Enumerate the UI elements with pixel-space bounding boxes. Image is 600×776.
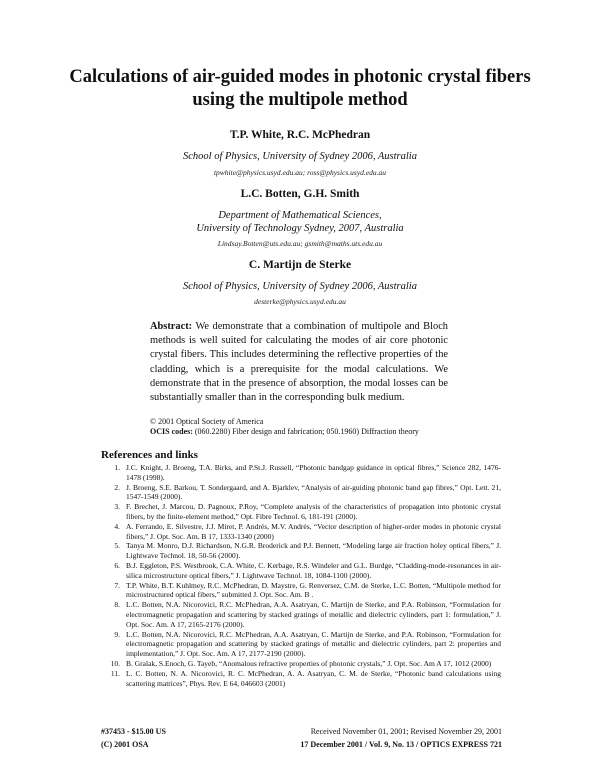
reference-item: [101, 600, 501, 629]
affiliation-3: School of Physics, University of Sydney 2006, Australia: [183, 281, 417, 292]
paper-title: Calculations of air-guided modes in photonic crystal fibers using the multipole method: [69, 67, 531, 110]
reference-number: 10.: [110, 658, 120, 668]
ocis-text: (060.2280) Fiber design and fabrication; 050.1960) Diffraction theory: [194, 427, 419, 436]
reference-item: [101, 541, 501, 561]
footer-received: Received November 01, 2001; Revised November 29, 2001: [310, 727, 502, 736]
reference-item: [101, 561, 501, 581]
abstract: [150, 320, 448, 405]
footer-right: [300, 726, 502, 751]
reference-item: [101, 522, 501, 542]
author-group-2: L.C. Botten, G.H. Smith: [240, 188, 360, 200]
reference-number: 3.: [114, 502, 120, 512]
abstract-text: We demonstrate that a combination of multipole and Bloch methods is well suited for calculating the modes of air core photonic crystal fibers. This includes determining the reflective properties of the cladding, which is a prerequisite for the modal calculations. We demonstrate that in the presence of absorption, the modal losses can be substantially smaller than in the corresponding bulk medium.: [150, 321, 448, 404]
email-1[interactable]: tpwhite@physics.usyd.edu.au; ross@physics.usyd.edu.au: [213, 168, 387, 177]
reference-text: A. Ferrando, E. Silvestre, J.J. Miret, P. Andrés, M.V. Andrés, “Vector description of higher-order modes in photonic crystal fibers,” J. Opt. Soc. Am. B 17, 1333-1340 (2000): [126, 521, 501, 541]
reference-text: J.C. Knight, J. Broeng, T.A. Birks, and P.St.J. Russell, “Photonic bandgap guidance in optical fibres,” Science 282, 1476-1478 (1998).: [126, 463, 501, 482]
reference-text: F. Brechet, J. Marcou, D. Pagnoux, P.Roy, “Complete analysis of the characteristics of propagation into photonic crystal fibers, by the finite-element method,” Opt. Fibre Technol. 6, 181-191 (2000).: [126, 502, 501, 521]
reference-item: [101, 659, 501, 669]
email-2[interactable]: Lindsay.Botten@uts.edu.au; gsmith@maths.uts.edu.au: [217, 239, 383, 248]
reference-text: L.C. Botten, N.A. Nicorovici, R.C. McPhedran, A.A. Asatryan, C. Martijn de Sterke, and P.A. Robinson, “Formulation for electromagnetic propagation and scattering by stacked gratings of metallic and dielectric cylinders, part 1: formulation,” J. Opt. Soc. Am. A 17, 2165-2176 (2000).: [126, 600, 501, 629]
affiliation-2-line2: University of Technology Sydney, 2007, Australia: [196, 223, 404, 234]
email-3[interactable]: desterke@physics.usyd.edu.au: [254, 297, 346, 306]
reference-item: [101, 502, 501, 522]
ocis-label: OCIS codes:: [150, 427, 193, 436]
reference-item: [101, 581, 501, 601]
reference-number: 6.: [114, 560, 120, 570]
author-group-3: C. Martijn de Sterke: [248, 259, 352, 271]
references-list: [101, 463, 501, 688]
reference-number: 5.: [114, 541, 120, 551]
reference-number: 9.: [114, 629, 120, 639]
affiliation-1: School of Physics, University of Sydney 2006, Australia: [183, 151, 417, 162]
author-group-1: T.P. White, R.C. McPhedran: [229, 129, 371, 141]
reference-text: L.C. Botten, N.A. Nicorovici, R.C. McPhedran, A.A. Asatryan, C. Martijn de Sterke, and P.A. Robinson, “Formulation for electromagnetic propagation and scattering by stacked gratings of metallic and dielectric cylinders, part 2: properties and implementation,” J. Opt. Soc. Am. A 17, 2177-2190 (2000).: [126, 629, 501, 659]
reference-text: T.P. White, B.T. Kuhlmey, R.C. McPhedran, D. Maystre, G. Renversez, C.M. de Sterke, L.C. Botten, “Multipole method for microstructured optical fibers,” submitted J. Opt. Soc. Am. B .: [126, 580, 501, 600]
reference-item: [101, 630, 501, 659]
ocis-codes: [150, 427, 419, 436]
affiliation-2: Department of Mathematical Sciences,: [218, 210, 382, 221]
copyright-notice: © 2001 Optical Society of America: [150, 417, 264, 426]
reference-number: 7.: [114, 580, 120, 590]
reference-number: 8.: [114, 600, 120, 610]
footer-price: #37453 - $15.00 US: [101, 727, 166, 736]
reference-item: [101, 669, 501, 689]
reference-number: 4.: [114, 521, 120, 531]
reference-text: Tanya M. Monro, D.J. Richardson, N.G.R. Broderick and P.J. Bennett, “Modeling large air fraction holey optical fibers,” J. Lightwave Technol. 18, 50-56 (2000).: [126, 541, 501, 561]
reference-item: [101, 483, 501, 503]
reference-number: 2.: [114, 482, 120, 492]
reference-item: [101, 463, 501, 483]
references-heading: References and links: [101, 449, 198, 461]
reference-number: 1.: [114, 463, 120, 472]
footer-copyright: (C) 2001 OSA: [101, 739, 149, 749]
footer-journal: 17 December 2001 / Vol. 9, No. 13 / OPTICS EXPRESS 721: [300, 739, 502, 749]
reference-text: L. C. Botten, N. A. Nicorovici, R. C. McPhedran, A. A. Asatryan, C. M. de Sterke, “Photonic band calculations using scattering matrices”, Phys. Rev. E 64, 046603 (2001): [126, 668, 501, 688]
abstract-label: Abstract:: [150, 321, 193, 332]
reference-text: B. Gralak, S.Enoch, G. Tayeb, “Anomalous refractive properties of photonic crystals,” J. Opt. Soc. Am A 17, 1012 (2000): [126, 658, 492, 668]
reference-text: B.J. Eggleton, P.S. Westbrook, C.A. White, C. Kerbage, R.S. Windeler and G.L. Burdge, “Cladding-mode-resonances in air-silica microstructure optical fibers,” J. Lightwave Technol. 18, 1084-1100 (2000).: [126, 560, 501, 580]
footer-left: [101, 726, 166, 751]
reference-text: J. Broeng, S.E. Barkou, T. Sondergaard, and A. Bjarklev, “Analysis of air-guiding photonic band gap fibres,” Opt. Lett. 21, 1547-1549 (2000).: [126, 482, 501, 502]
reference-number: 11.: [110, 668, 120, 678]
